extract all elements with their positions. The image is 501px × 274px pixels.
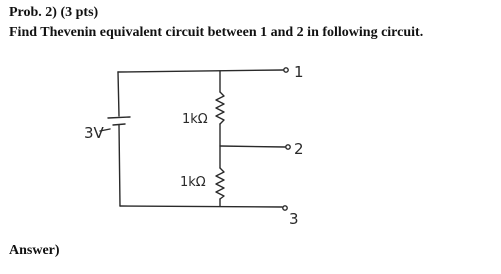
terminal-1-label: 1 [294,63,304,81]
terminal-2-label: 2 [294,140,304,158]
resistor-bottom-label: 1kΩ [180,175,206,190]
resistor-top [216,92,224,124]
terminal-3-label: 3 [289,210,299,228]
battery-long-plate [108,117,130,118]
source-label: 3V [84,124,104,142]
terminal-2-wire [220,146,285,147]
terminal-1-node [284,68,288,72]
left-wire-lower [119,125,120,206]
answer-label: Answer) [9,243,60,258]
terminal-2-node [286,145,290,149]
left-wire-upper [118,72,119,116]
problem-question: Find Thevenin equivalent circuit between 1 and 2 in following circuit. [9,25,424,40]
resistor-bottom [216,168,224,199]
top-wire [118,70,283,72]
resistor-top-label: 1kΩ [182,112,208,127]
problem-header: Prob. 2) (3 pts) [9,5,99,20]
bottom-wire [120,206,282,207]
terminal-3-node [283,206,287,210]
